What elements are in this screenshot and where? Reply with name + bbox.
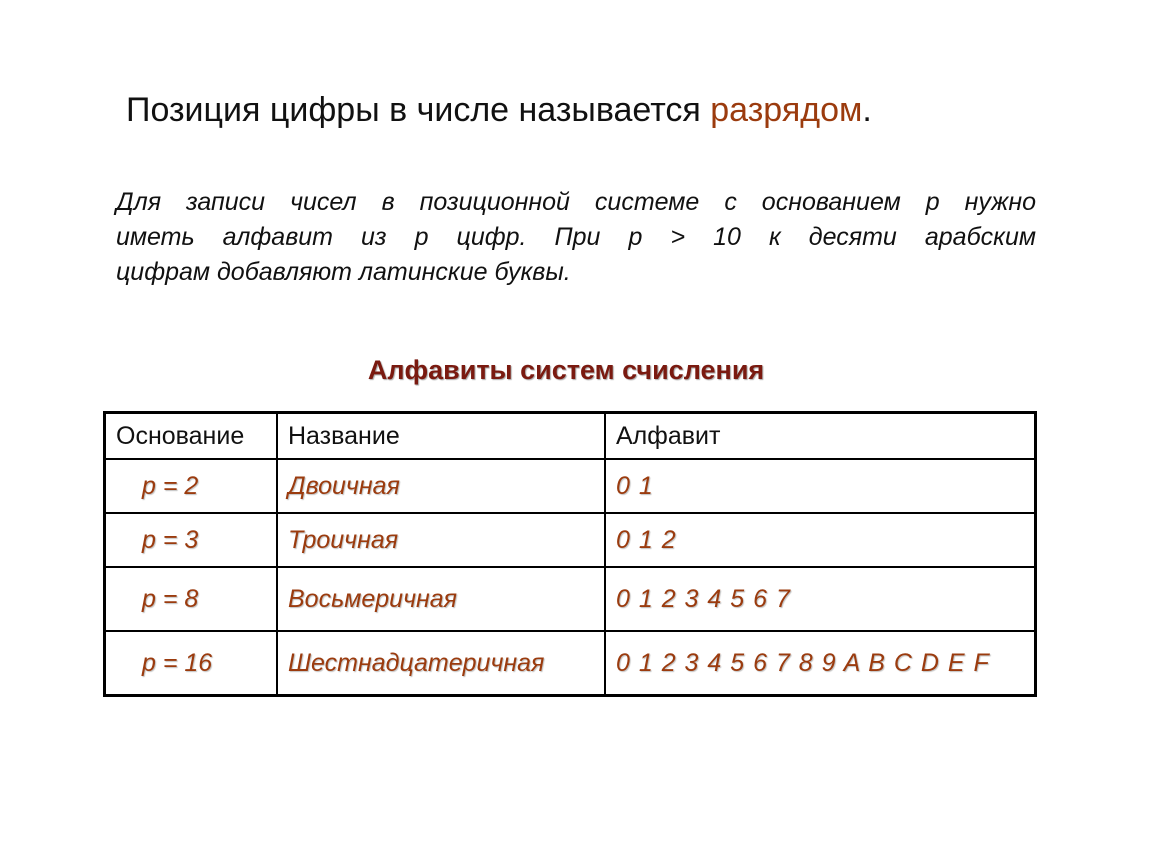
cell-alphabet: 0 1 2 3 4 5 6 7	[605, 567, 1036, 631]
paragraph-line: цифрам добавляют латинские буквы.	[116, 258, 571, 286]
table-row	[105, 567, 1036, 631]
table-header-row	[105, 413, 1036, 460]
cell-name: Шестнадцатеричная	[277, 631, 605, 696]
heading-period: .	[862, 91, 872, 129]
cell-base: p = 3	[105, 513, 278, 567]
alphabets-table	[103, 411, 1037, 697]
table-row	[105, 459, 1036, 513]
table-title: Алфавиты систем счисления	[367, 355, 765, 385]
paragraph-line: Для записи чисел в позиционной системе с основанием p нужно	[116, 188, 1036, 216]
paragraph-line: иметь алфавит из p цифр. При p > 10 к десяти арабским	[116, 223, 1036, 251]
cell-base: p = 16	[105, 631, 278, 696]
cell-name: Двоичная	[277, 459, 605, 513]
explanation-paragraph	[116, 185, 1036, 290]
cell-base: p = 2	[105, 459, 278, 513]
cell-base: p = 8	[105, 567, 278, 631]
header-name: Название	[277, 413, 605, 460]
cell-alphabet: 0 1 2 3 4 5 6 7 8 9 A B C D E F	[605, 631, 1036, 696]
table-row	[105, 631, 1036, 696]
slide-heading	[126, 86, 872, 134]
cell-alphabet: 0 1 2	[605, 513, 1036, 567]
header-alphabet: Алфавит	[605, 413, 1036, 460]
table-row	[105, 513, 1036, 567]
header-base: Основание	[105, 413, 278, 460]
heading-text: Позиция цифры в числе называется	[126, 91, 711, 129]
cell-name: Троичная	[277, 513, 605, 567]
cell-name: Восьмеричная	[277, 567, 605, 631]
cell-alphabet: 0 1	[605, 459, 1036, 513]
heading-accent-term: разрядом	[710, 91, 863, 129]
